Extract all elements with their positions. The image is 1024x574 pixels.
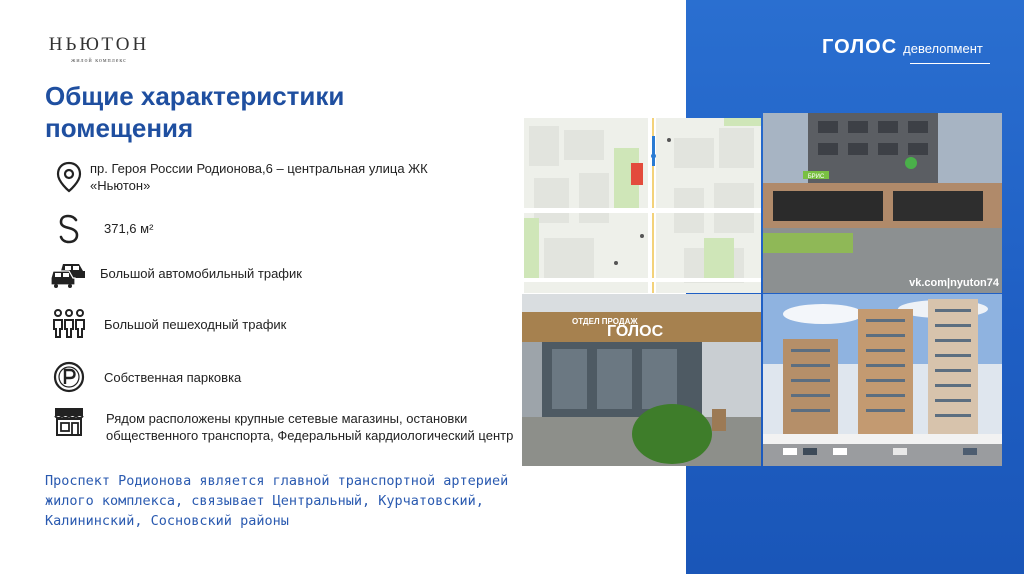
shop-sign: БРИС	[807, 174, 825, 180]
area-icon	[48, 212, 90, 246]
feature-address	[48, 160, 488, 194]
feature-parking	[48, 360, 241, 394]
nyuton-logo	[44, 34, 154, 64]
storefront-sign-2: ГОЛОС	[607, 323, 664, 340]
location-map	[524, 118, 761, 293]
storefront-sign-1: ОТДЕЛ ПРОДАЖ	[572, 317, 638, 326]
brand-name: ГОЛОС	[822, 36, 898, 58]
feature-car-traffic	[48, 256, 302, 290]
feature-parking-text: Собственная парковка	[104, 370, 242, 385]
brand-subtitle: девелопмент	[903, 41, 983, 56]
feature-nearby-text: Рядом расположены крупные сетевые магазины, остановки общественного транспорта, Федеральный кардиологический центр	[106, 411, 514, 443]
map-pin-icon	[48, 160, 90, 194]
vk-watermark: vk.com|nyuton74	[909, 277, 999, 289]
storefront-photo	[522, 294, 761, 466]
logo-name: НЬЮТОН	[48, 34, 150, 55]
logo-subtitle: жилой комплекс	[71, 58, 127, 64]
building-shop-photo	[763, 113, 1002, 293]
golos-logo	[822, 36, 983, 59]
residential-towers-photo	[763, 294, 1002, 466]
cars-icon	[48, 256, 90, 290]
feature-pedestrian-traffic-text: Большой пешеходный трафик	[104, 317, 287, 332]
page-title: Общие характеристики помещения	[45, 81, 345, 143]
pedestrians-icon	[48, 306, 90, 340]
feature-address-text: пр. Героя России Родионова,6 – центральная улица ЖК «Ньютон»	[90, 161, 428, 193]
parking-icon	[48, 360, 90, 394]
feature-area-text: 371,6 м²	[104, 221, 154, 236]
feature-area	[48, 212, 153, 246]
bottom-description: Проспект Родионова является главной транспортной артерией жилого комплекса, связывает Центральный, Курчатовский, Калининский, Сосновский районы	[45, 473, 509, 529]
feature-nearby	[48, 404, 528, 444]
feature-car-traffic-text: Большой автомобильный трафик	[100, 266, 302, 281]
shop-icon	[48, 404, 90, 438]
feature-pedestrian-traffic	[48, 306, 286, 340]
brand-underline	[910, 63, 990, 64]
